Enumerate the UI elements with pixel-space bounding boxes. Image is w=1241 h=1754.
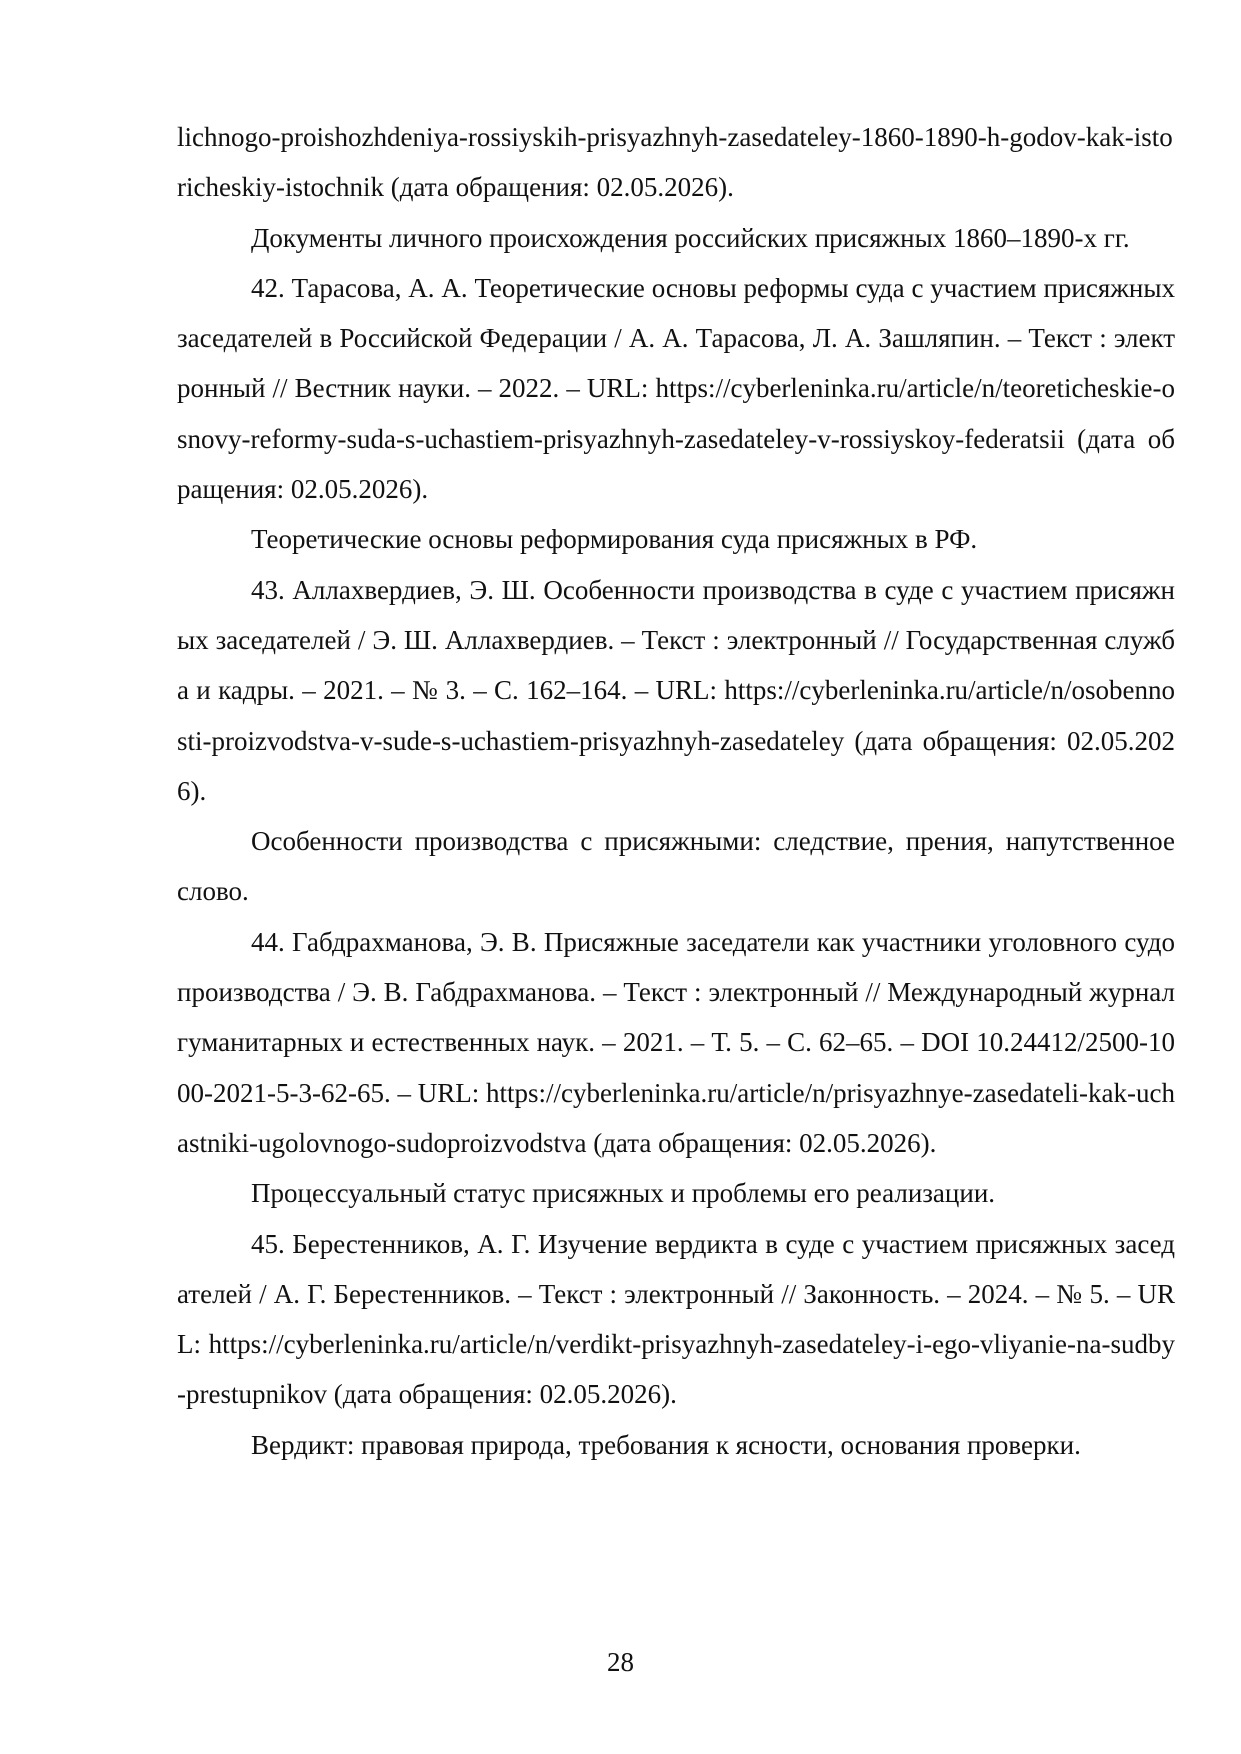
reference-entry: 44. Габдрахманова, Э. В. Присяжные заседатели как участники уголовного судопроизводства / Э. В. Габдрахманова. – Текст : электронный // Международный журнал гуманитарных и естественных наук. – 2021. – Т. 5. – С. 62–65. – DOI 10.24412/2500-1000-2021-5-3-62-65. – URL: https://cyberleninka.ru/article/n/prisyazhnye-zasedateli-kak-uchastniki-ugolovnogo-sudoproizvodstva (дата обращения: 02.05.2026).	[177, 926, 1175, 1158]
reference-annotation: Особенности производства с присяжными: следствие, прения, напутственное слово.	[177, 826, 1175, 907]
reference-entry: 45. Берестенников, А. Г. Изучение вердикта в суде с участием присяжных заседателей / А. Г. Берестенников. – Текст : электронный // Законность. – 2024. – № 5. – URL: https://cyberleninka.ru/article/n/verdikt-prisyazhnyh-zasedateley-i-ego-vliyanie-na-sudby-prestupnikov (дата обращения: 02.05.2026).	[177, 1228, 1175, 1410]
reference-annotation: Документы личного происхождения российских присяжных 1860–1890-х гг.	[251, 222, 1130, 253]
reference-annotation: Вердикт: правовая природа, требования к ясности, основания проверки.	[251, 1429, 1081, 1460]
page-body	[177, 112, 1175, 1470]
reference-continuation: lichnogo-proishozhdeniya-rossiyskih-prisyazhnyh-zasedateley-1860-1890-h-godov-kak-istoricheskiy-istochnik (дата обращения: 02.05.2026).	[177, 122, 1173, 203]
reference-entry: 42. Тарасова, А. А. Теоретические основы реформы суда с участием присяжных заседателей в Российской Федерации / А. А. Тарасова, Л. А. Зашляпин. – Текст : электронный // Вестник науки. – 2022. – URL: https://cyberleninka.ru/article/n/teoreticheskie-osnovy-reformy-suda-s-uchastiem-prisyazhnyh-zasedateley-v-rossiyskoy-federatsii (дата обращения: 02.05.2026).	[177, 272, 1175, 505]
reference-annotation: Процессуальный статус присяжных и проблемы его реализации.	[251, 1178, 996, 1209]
reference-annotation: Теоретические основы реформирования суда присяжных в РФ.	[251, 524, 978, 555]
reference-entry: 43. Аллахвердиев, Э. Ш. Особенности производства в суде с участием присяжных заседателей / Э. Ш. Аллахвердиев. – Текст : электронный // Государственная служба и кадры. – 2021. – № 3. – С. 162–164. – URL: https://cyberleninka.ru/article/n/osobennosti-proizvodstva-v-sude-s-uchastiem-prisyazhnyh-zasedateley (дата обращения: 02.05.2026).	[177, 574, 1175, 806]
page-number: 28	[607, 1647, 634, 1677]
